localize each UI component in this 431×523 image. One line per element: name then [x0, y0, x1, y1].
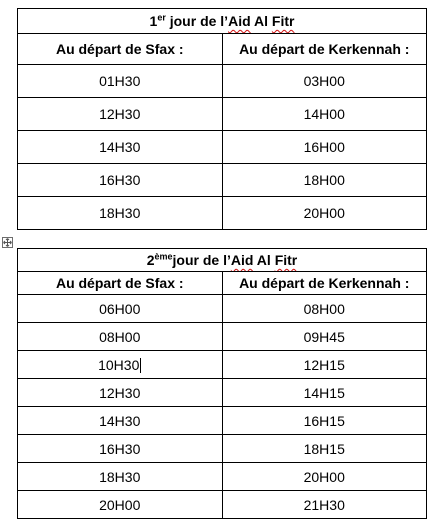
departure-sfax: 20H00: [18, 491, 223, 519]
departure-sfax: 14H30: [18, 131, 223, 164]
departure-kerkennah: 20H00: [222, 197, 427, 230]
departure-kerkennah: 14H00: [222, 98, 427, 131]
title-number: 2: [146, 252, 155, 268]
table-row: [18, 407, 427, 435]
departure-kerkennah: 03H00: [222, 65, 427, 98]
cell-text: 10H30: [98, 356, 140, 373]
column-header-kerkennah: Au départ de Kerkennah :: [222, 272, 427, 295]
table-move-handle-icon[interactable]: [2, 237, 13, 248]
title-aid: Aid: [228, 13, 251, 29]
title-number: 1: [149, 13, 158, 29]
departure-kerkennah: 16H00: [222, 131, 427, 164]
title-text: jour de l’: [172, 252, 231, 268]
departure-sfax: 18H30: [18, 463, 223, 491]
column-header-sfax: Au départ de Sfax :: [18, 272, 223, 295]
text-cursor: [140, 358, 141, 373]
departure-sfax: 18H30: [18, 197, 223, 230]
table-row: [18, 295, 427, 323]
departure-kerkennah: 12H15: [222, 351, 427, 379]
title-aid: Aid: [230, 252, 254, 268]
title-text: jour de l’: [165, 13, 229, 29]
departure-sfax: 16H30: [18, 435, 223, 463]
table-row: [18, 323, 427, 351]
column-header-sfax: Au départ de Sfax :: [18, 34, 223, 65]
schedule-table-day-2: [17, 248, 427, 519]
table-row: [18, 164, 427, 197]
departure-kerkennah: 16H15: [222, 407, 427, 435]
table-row: [18, 435, 427, 463]
table-row: [18, 197, 427, 230]
departure-sfax: 12H30: [18, 98, 223, 131]
departure-sfax: 01H30: [18, 65, 223, 98]
table-title: [18, 249, 427, 272]
schedule-table-day-1: [17, 8, 427, 230]
departure-sfax: 12H30: [18, 379, 223, 407]
table-row: [18, 463, 427, 491]
departure-kerkennah: 18H00: [222, 164, 427, 197]
departure-kerkennah: 09H45: [222, 323, 427, 351]
departure-kerkennah: 21H30: [222, 491, 427, 519]
departure-sfax: 14H30: [18, 407, 223, 435]
title-al: Al: [253, 252, 275, 268]
table-row: [18, 351, 427, 379]
departure-kerkennah: 18H15: [222, 435, 427, 463]
departure-sfax[interactable]: [18, 351, 223, 379]
table-title: [18, 9, 427, 34]
title-ordinal: ème: [154, 251, 173, 262]
departure-kerkennah: 08H00: [222, 295, 427, 323]
column-header-kerkennah: Au départ de Kerkennah :: [222, 34, 427, 65]
table-row: [18, 379, 427, 407]
table-row: [18, 65, 427, 98]
departure-kerkennah: 14H15: [222, 379, 427, 407]
departure-sfax: 06H00: [18, 295, 223, 323]
table-row: [18, 491, 427, 519]
table-row: [18, 98, 427, 131]
title-fitr: Fitr: [271, 13, 295, 29]
title-ordinal: er: [157, 12, 166, 23]
departure-sfax: 16H30: [18, 164, 223, 197]
table-row: [18, 131, 427, 164]
departure-kerkennah: 20H00: [222, 463, 427, 491]
title-fitr: Fitr: [274, 252, 298, 268]
departure-sfax: 08H00: [18, 323, 223, 351]
title-al: Al: [250, 13, 272, 29]
